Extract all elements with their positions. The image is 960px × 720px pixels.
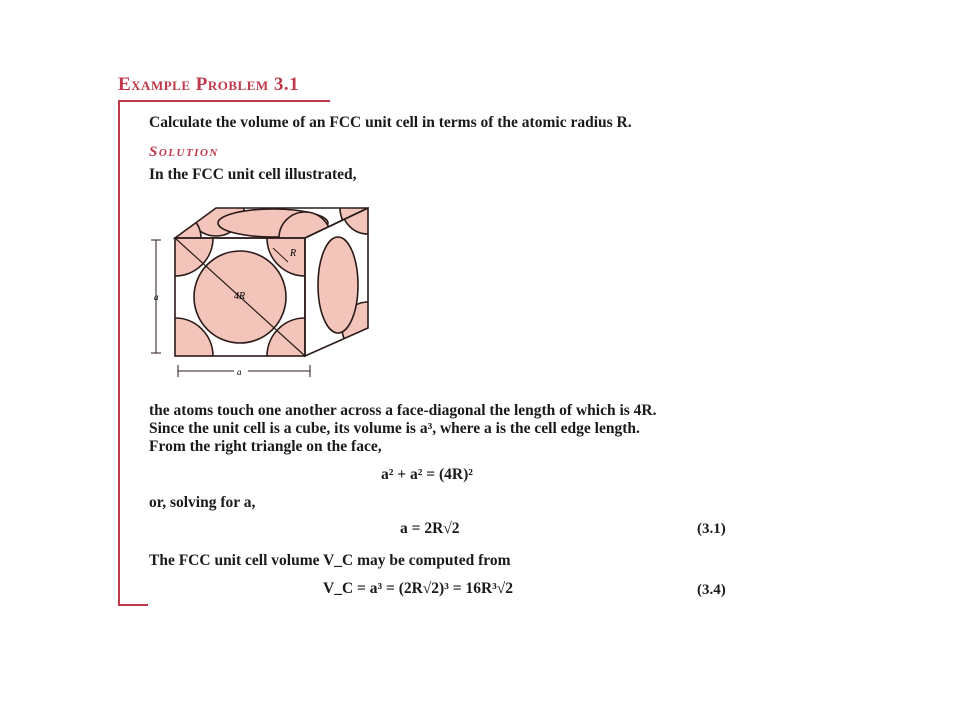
label-4R: 4R: [234, 291, 246, 302]
side-face-center-atom: [318, 237, 358, 333]
explanation-line-1: the atoms touch one another across a face-diagonal the length of which is 4R.: [149, 402, 657, 419]
label-R: R: [290, 248, 297, 259]
equation-number-3-4: (3.4): [697, 582, 726, 598]
front-bottom-left-atom: [148, 318, 213, 390]
title-underline: [118, 100, 330, 102]
solution-intro: In the FCC unit cell illustrated,: [149, 166, 357, 183]
label-a-vertical: a: [154, 292, 159, 302]
problem-statement: Calculate the volume of an FCC unit cell in terms of the atomic radius R.: [149, 114, 632, 131]
equation-volume: V_C = a³ = (2R√2)³ = 16R³√2: [323, 580, 514, 597]
equation-a: a = 2R√2: [400, 520, 460, 537]
or-solving-text: or, solving for a,: [149, 494, 256, 511]
equation-number-3-1: (3.1): [697, 521, 726, 537]
label-a-horizontal: a: [237, 367, 242, 377]
bottom-rule-tick: [118, 604, 148, 606]
solution-heading: Solution: [149, 144, 219, 160]
fcc-unit-cell-figure: [148, 200, 378, 390]
example-title: Example Problem 3.1: [118, 74, 300, 95]
explanation-line-2: Since the unit cell is a cube, its volume is a³, where a is the cell edge length.: [149, 420, 640, 437]
volume-intro: The FCC unit cell volume V_C may be computed from: [149, 552, 511, 569]
equation-pythagorean: a² + a² = (4R)²: [381, 466, 473, 483]
left-margin-rule: [118, 100, 120, 606]
explanation-line-3: From the right triangle on the face,: [149, 438, 382, 455]
